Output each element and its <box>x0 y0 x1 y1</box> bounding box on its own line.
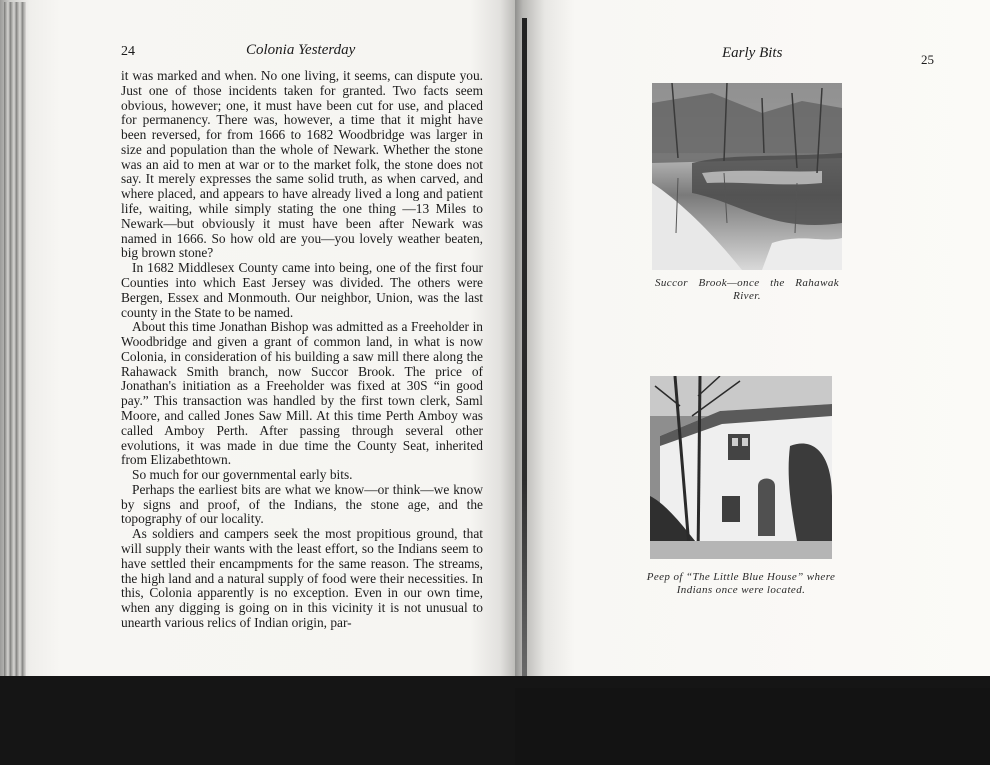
photo-house <box>650 376 832 559</box>
paragraph: Perhaps the earliest bits are what we know—or think—we know by signs and proof, of the Indians, the stone age, and the topography of our locality. <box>121 481 483 527</box>
photo-caption: Succor Brook—once the Rahawak River. <box>655 277 839 302</box>
paragraph: So much for our governmental early bits. <box>132 467 353 483</box>
running-head-right: Early Bits <box>722 45 783 61</box>
photo-caption: Peep of “The Little Blue House” where Indians once were located. <box>646 571 836 596</box>
page-edges <box>4 2 26 678</box>
photo-stream <box>652 83 842 270</box>
paragraph: In 1682 Middlesex County came into being, one of the first four Counties into which East Jersey was divided. The others were Bergen, Essex and Monmouth. Our neighbor, Union, was the last county in the State to be named. <box>121 260 483 320</box>
paragraph: About this time Jonathan Bishop was admitted as a Freeholder in Woodbridge and given a grant of common land, in what is now Colonia, in consideration of his building a saw mill there along the Rahawack Smith branch, now Succor Brook. The price of Jonathan's initiation as a Freeholder was fixed at 30S “in good pay.” This transaction was handled by the first town clerk, Saml Moore, and called Jones Saw Mill. At this time Perth Amboy was called Amboy Perth. After passing through several other evolutions, it was made in due time the County Seat, inherited from Elizabethtown. <box>121 319 483 468</box>
background-surface <box>515 688 990 765</box>
body-text <box>121 69 483 631</box>
paragraph: As soldiers and campers seek the most propitious ground, that will supply their wants with the least effort, so the Indians seem to have settled their encampments for the same reason. The streams, the high land and a natural supply of food were their necessities. In this, Colonia apparently is no exception. Even in our own time, when any digging is going on in this vicinity it is not unusual to unearth various relics of Indian origin, par- <box>121 526 483 630</box>
page-number-right: 25 <box>921 52 934 67</box>
running-head-left: Colonia Yesterday <box>246 42 356 58</box>
paragraph: it was marked and when. No one living, it seems, can dispute you. Just one of those incidents taken for granted. Two facts seem obvious, however; one, it must have been cut for use, and placed for permanency. There was, however, a time that it might have been reversed, for from 1666 to 1682 Woodbridge was larger in size and population than the whole of Newark. Whether the stone was an aid to men at war or to the market folk, the stone does not say. It merely expresses the same solid truth, as when carved, and where placed, and appears to have already lived a long and patient life, waiting, while simply stating the one thing —13 Miles to Newark—but obviously it must have been after Newark was named in 1666. So how old are you—you lovely weather beaten, big brown stone? <box>121 68 483 261</box>
page-number-left: 24 <box>121 44 135 59</box>
book-gutter <box>522 18 527 678</box>
